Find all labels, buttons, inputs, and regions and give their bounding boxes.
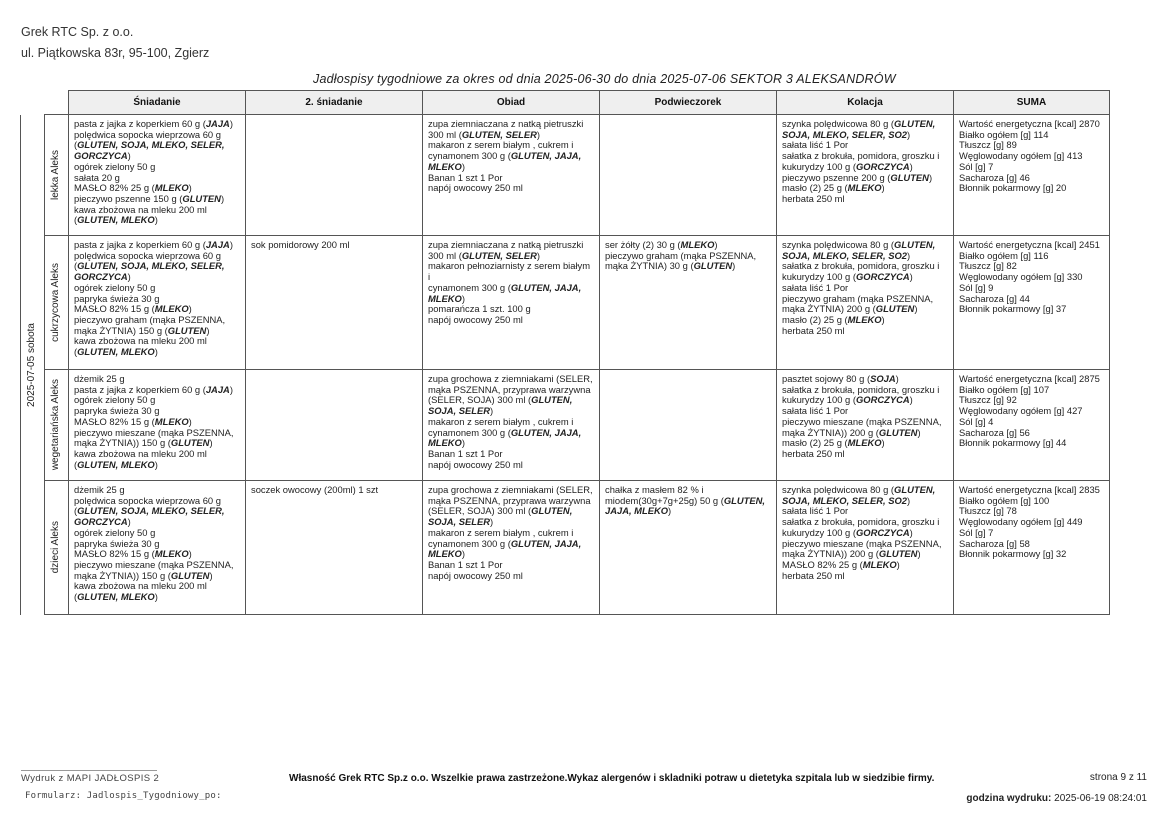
menu-line: Białko ogółem [g] 114	[959, 128, 1049, 140]
menu-line: Sacharoza [g] 46	[959, 171, 1030, 183]
menu-line: Węglowodany ogółem [g] 427	[959, 405, 1083, 417]
menu-line: Wartość energetyczna [kcal] 2451	[959, 239, 1100, 250]
menu-line: pieczywo mieszane (mąka PSZENNA,	[74, 558, 234, 570]
table-row	[21, 115, 1110, 236]
company-name: Grek RTC Sp. z o.o.	[21, 25, 134, 39]
menu-line: kawa zbożowa na mleku 200 ml	[74, 447, 207, 459]
menu-line: dżemik 25 g	[74, 484, 125, 495]
menu-line: soczek owocowy (200ml) 1 szt	[251, 484, 379, 495]
menu-line: GORCZYCA)	[74, 150, 131, 162]
menu-line: mąka PSZENNA, przyprawa warzywna	[428, 494, 591, 506]
column-header-sum: SUMA	[954, 91, 1110, 115]
footer-divider	[21, 770, 157, 771]
menu-line: kawa zbożowa na mleku 200 ml	[74, 335, 207, 347]
cell-sum	[954, 115, 1110, 236]
page-number: strona 9 z 11	[1089, 772, 1147, 783]
menu-line: makaron z serem białym , cukrem i	[428, 139, 574, 151]
menu-line: mąka PSZENNA, przyprawa warzywna	[428, 383, 591, 395]
menu-line: polędwica sopocka wieprzowa 60 g	[74, 249, 221, 261]
cell-afternoon-snack	[600, 115, 777, 236]
menu-line: pieczywo graham (mąka PSZENNA,	[605, 249, 757, 261]
cell-sum	[954, 481, 1110, 615]
menu-line: pieczywo graham (mąka PSZENNA,	[782, 292, 934, 304]
menu-line: Białko ogółem [g] 116	[959, 249, 1049, 261]
cell-lunch	[423, 236, 600, 370]
menu-line: papryka świeża 30 g	[74, 405, 160, 417]
table-header-row	[21, 91, 1110, 115]
menu-line: masło (2) 25 g (MLEKO)	[782, 182, 885, 194]
cell-dinner	[777, 115, 954, 236]
menu-line: masło (2) 25 g (MLEKO)	[782, 437, 885, 449]
menu-line: Błonnik pokarmowy [g] 37	[959, 303, 1067, 315]
menu-line: Węglowodany ogółem [g] 449	[959, 516, 1083, 528]
menu-line: Sól [g] 4	[959, 415, 994, 427]
menu-line: pieczywo mieszane (mąka PSZENNA,	[782, 415, 942, 427]
menu-line: makaron z serem białym , cukrem i	[428, 415, 574, 427]
menu-line: herbata 250 ml	[782, 569, 845, 581]
footer-ownership-note: Własność Grek RTC Sp.z o.o. Wszelkie prawa zastrzeżone.Wykaz alergenów i skladniki potraw u dietetyka szpitala lub w siedzibie firmy.	[289, 773, 935, 784]
menu-line: pieczywo mieszane (mąka PSZENNA,	[74, 426, 234, 438]
menu-line: cynamonem 300 g (GLUTEN, JAJA,	[428, 537, 582, 549]
menu-line: pasta z jajka z koperkiem 60 g (JAJA)	[74, 383, 233, 395]
menu-line: MASŁO 82% 15 g (MLEKO)	[74, 548, 192, 560]
menu-line: Błonnik pokarmowy [g] 32	[959, 548, 1067, 560]
menu-line: kawa zbożowa na mleku 200 ml	[74, 580, 207, 592]
date-label: 2025-07-05 sobota	[26, 322, 38, 407]
menu-table-body	[21, 115, 1110, 615]
diet-label: cukrzycowa Aleks	[50, 263, 62, 342]
menu-line: Wartość energetyczna [kcal] 2835	[959, 484, 1100, 495]
menu-line: miodem(30g+7g+25g) 50 g (GLUTEN,	[605, 494, 765, 506]
cell-lunch	[423, 115, 600, 236]
weekly-menu-table	[20, 90, 1110, 615]
cell-dinner	[777, 370, 954, 481]
menu-line: polędwica sopocka wieprzowa 60 g	[74, 128, 221, 140]
menu-line: Tłuszcz [g] 78	[959, 505, 1017, 517]
menu-line: pasta z jajka z koperkiem 60 g (JAJA)	[74, 239, 233, 250]
menu-line: ogórek zielony 50 g	[74, 160, 156, 172]
print-time-label: godzina wydruku:	[966, 793, 1052, 804]
menu-line: 300 ml (GLUTEN, SELER)	[428, 249, 541, 261]
menu-line: Tłuszcz [g] 89	[959, 139, 1017, 151]
menu-line: pomarańcza 1 szt. 100 g	[428, 303, 531, 315]
menu-line: Błonnik pokarmowy [g] 20	[959, 182, 1067, 194]
menu-line: MASŁO 82% 25 g (MLEKO)	[782, 558, 900, 570]
cell-sum	[954, 236, 1110, 370]
menu-line: ogórek zielony 50 g	[74, 526, 156, 538]
diet-cell	[45, 115, 69, 236]
menu-line: zupa grochowa z ziemniakami (SELER,	[428, 484, 593, 495]
menu-line: papryka świeża 30 g	[74, 292, 160, 304]
diet-cell	[45, 481, 69, 615]
footer-form-label: Formularz: Jadlospis_Tygodniowy_po:	[25, 791, 222, 801]
menu-line: Sacharoza [g] 58	[959, 537, 1030, 549]
cell-afternoon-snack	[600, 370, 777, 481]
menu-line: Banan 1 szt 1 Por	[428, 171, 503, 183]
cell-afternoon-snack	[600, 481, 777, 615]
date-cell	[21, 115, 45, 615]
menu-line: polędwica sopocka wieprzowa 60 g	[74, 494, 221, 506]
menu-line: sok pomidorowy 200 ml	[251, 239, 350, 250]
menu-line: mąka ŻYTNIA)) 150 g (GLUTEN)	[74, 569, 213, 581]
menu-line: sałata liść 1 Por	[782, 405, 849, 417]
menu-line: kukurydzy 100 g (GORCZYCA)	[782, 394, 913, 406]
menu-line: mąka ŻYTNIA) 200 g (GLUTEN)	[782, 303, 918, 315]
company-address: ul. Piątkowska 83r, 95-100, Zgierz	[21, 46, 210, 60]
menu-line: Tłuszcz [g] 82	[959, 260, 1017, 272]
menu-line: (GLUTEN, MLEKO)	[74, 458, 158, 470]
menu-line: GORCZYCA)	[74, 516, 131, 528]
menu-line: napój owocowy 250 ml	[428, 313, 523, 325]
menu-line: sałata liść 1 Por	[782, 281, 849, 293]
menu-line: SOJA, SELER)	[428, 405, 494, 417]
menu-line: Banan 1 szt 1 Por	[428, 558, 503, 570]
menu-line: cynamonem 300 g (GLUTEN, JAJA,	[428, 150, 582, 162]
menu-line: szynka polędwicowa 80 g (GLUTEN,	[782, 239, 936, 250]
menu-line: herbata 250 ml	[782, 447, 845, 459]
cell-dinner	[777, 481, 954, 615]
menu-line: Sacharoza [g] 44	[959, 292, 1030, 304]
menu-line: mąka ŻYTNIA) 150 g (GLUTEN)	[74, 324, 210, 336]
cell-second-breakfast	[246, 236, 423, 370]
menu-line: chałka z masłem 82 % i	[605, 484, 704, 495]
menu-line: napój owocowy 250 ml	[428, 569, 523, 581]
menu-line: mąka ŻYTNIA) 30 g (GLUTEN)	[605, 260, 736, 272]
cell-breakfast	[69, 115, 246, 236]
menu-line: Banan 1 szt 1 Por	[428, 447, 503, 459]
menu-line: cynamonem 300 g (GLUTEN, JAJA,	[428, 281, 582, 293]
menu-line: MASŁO 82% 15 g (MLEKO)	[74, 303, 192, 315]
cell-lunch	[423, 370, 600, 481]
document-title: Jadłospisy tygodniowe za okres od dnia 2025-06-30 do dnia 2025-07-06 SEKTOR 3 ALEKSANDRÓW	[313, 72, 896, 86]
menu-line: pieczywo mieszane (mąka PSZENNA,	[782, 537, 942, 549]
menu-line: (GLUTEN, MLEKO)	[74, 346, 158, 358]
menu-line: SOJA, MLEKO, SELER, SO2)	[782, 494, 911, 506]
column-header-dinner: Kolacja	[777, 91, 954, 115]
cell-breakfast	[69, 236, 246, 370]
print-time-value: 2025-06-19 08:24:01	[1054, 793, 1147, 804]
menu-line: SOJA, MLEKO, SELER, SO2)	[782, 128, 911, 140]
menu-line: SOJA, SELER)	[428, 516, 494, 528]
menu-line: 300 ml (GLUTEN, SELER)	[428, 128, 541, 140]
table-row	[21, 236, 1110, 370]
menu-line: JAJA, MLEKO)	[605, 505, 672, 517]
diet-label: dzieci Aleks	[50, 521, 62, 574]
menu-line: masło (2) 25 g (MLEKO)	[782, 313, 885, 325]
menu-line: mąka ŻYTNIA)) 200 g (GLUTEN)	[782, 548, 921, 560]
menu-line: ser żółty (2) 30 g (MLEKO)	[605, 239, 718, 250]
menu-line: (GLUTEN, SOJA, MLEKO, SELER,	[74, 260, 225, 272]
menu-line: MLEKO)	[428, 292, 465, 304]
menu-line: Tłuszcz [g] 92	[959, 394, 1017, 406]
menu-line: Białko ogółem [g] 100	[959, 494, 1050, 506]
menu-line: dżemik 25 g	[74, 373, 125, 384]
menu-line: (GLUTEN, SOJA, MLEKO, SELER,	[74, 139, 225, 151]
table-row	[21, 370, 1110, 481]
menu-line: sałatka z brokuła, pomidora, groszku i	[782, 260, 940, 272]
menu-line: sałata liść 1 Por	[782, 139, 849, 151]
menu-line: napój owocowy 250 ml	[428, 182, 523, 194]
cell-breakfast	[69, 370, 246, 481]
menu-line: (GLUTEN, SOJA, MLEKO, SELER,	[74, 505, 225, 517]
menu-line: Węglowodany ogółem [g] 413	[959, 150, 1083, 162]
diet-label: wegetariańska Aleks	[50, 379, 62, 471]
menu-line: szynka polędwicowa 80 g (GLUTEN,	[782, 484, 936, 495]
cell-second-breakfast	[246, 481, 423, 615]
menu-line: pieczywo pszenne 200 g (GLUTEN)	[782, 171, 933, 183]
diet-cell	[45, 236, 69, 370]
menu-line: herbata 250 ml	[782, 324, 845, 336]
menu-line: sałatka z brokuła, pomidora, groszku i	[782, 150, 940, 162]
menu-line: mąka ŻYTNIA)) 200 g (GLUTEN)	[782, 426, 921, 438]
cell-afternoon-snack	[600, 236, 777, 370]
column-header-lunch: Obiad	[423, 91, 600, 115]
menu-line: SOJA, MLEKO, SELER, SO2)	[782, 249, 911, 261]
menu-line: ogórek zielony 50 g	[74, 281, 156, 293]
menu-line: Białko ogółem [g] 107	[959, 383, 1050, 395]
menu-line: napój owocowy 250 ml	[428, 458, 523, 470]
menu-line: mąka ŻYTNIA)) 150 g (GLUTEN)	[74, 437, 213, 449]
cell-second-breakfast	[246, 115, 423, 236]
menu-line: (SELER, SOJA) 300 ml (GLUTEN,	[428, 505, 573, 517]
menu-line: kukurydzy 100 g (GORCZYCA)	[782, 526, 913, 538]
menu-line: MLEKO)	[428, 160, 465, 172]
menu-line: makaron pełnoziarnisty z serem białym i	[428, 260, 591, 283]
menu-line: makaron z serem białym , cukrem i	[428, 526, 574, 538]
menu-line: zupa grochowa z ziemniakami (SELER,	[428, 373, 593, 384]
column-header-breakfast: Śniadanie	[69, 91, 246, 115]
menu-line: pieczywo graham (mąka PSZENNA,	[74, 313, 226, 325]
cell-sum	[954, 370, 1110, 481]
cell-dinner	[777, 236, 954, 370]
menu-line: pieczywo pszenne 150 g (GLUTEN)	[74, 192, 225, 204]
menu-line: (SELER, SOJA) 300 ml (GLUTEN,	[428, 394, 573, 406]
cell-lunch	[423, 481, 600, 615]
menu-line: herbata 250 ml	[782, 192, 845, 204]
diet-cell	[45, 370, 69, 481]
menu-line: sałatka z brokuła, pomidora, groszku i	[782, 383, 940, 395]
menu-line: sałata liść 1 Por	[782, 505, 849, 517]
menu-line: (GLUTEN, MLEKO)	[74, 591, 158, 603]
menu-line: Błonnik pokarmowy [g] 44	[959, 437, 1067, 449]
menu-line: szynka polędwicowa 80 g (GLUTEN,	[782, 118, 936, 129]
footer-printout-label: Wydruk z MAPI JADŁOSPIS 2	[21, 773, 160, 784]
menu-line: Węglowodany ogółem [g] 330	[959, 271, 1083, 283]
menu-line: Wartość energetyczna [kcal] 2870	[959, 118, 1100, 129]
menu-line: MLEKO)	[428, 548, 465, 560]
menu-line: Sól [g] 9	[959, 281, 994, 293]
menu-line: sałata 20 g	[74, 171, 120, 183]
menu-line: MASŁO 82% 25 g (MLEKO)	[74, 182, 192, 194]
menu-line: MASŁO 82% 15 g (MLEKO)	[74, 415, 192, 427]
menu-line: kawa zbożowa na mleku 200 ml	[74, 203, 207, 215]
cell-breakfast	[69, 481, 246, 615]
menu-line: zupa ziemniaczana z natką pietruszki	[428, 239, 584, 250]
menu-line: Sól [g] 7	[959, 160, 994, 172]
menu-line: papryka świeża 30 g	[74, 537, 160, 549]
menu-line: Sól [g] 7	[959, 526, 994, 538]
menu-line: (GLUTEN, MLEKO)	[74, 214, 158, 226]
menu-line: GORCZYCA)	[74, 271, 131, 283]
menu-line: Sacharoza [g] 56	[959, 426, 1030, 438]
cell-second-breakfast	[246, 370, 423, 481]
menu-line: zupa ziemniaczana z natką pietruszki	[428, 118, 584, 129]
menu-line: pasztet sojowy 80 g (SOJA)	[782, 373, 899, 384]
menu-line: kukurydzy 100 g (GORCZYCA)	[782, 271, 913, 283]
menu-line: sałatka z brokuła, pomidora, groszku i	[782, 516, 940, 528]
menu-line: ogórek zielony 50 g	[74, 394, 156, 406]
menu-line: pasta z jajka z koperkiem 60 g (JAJA)	[74, 118, 233, 129]
menu-line: Wartość energetyczna [kcal] 2875	[959, 373, 1100, 384]
menu-line: cynamonem 300 g (GLUTEN, JAJA,	[428, 426, 582, 438]
diet-label: lekka Aleks	[50, 149, 62, 201]
column-header-afternoon-snack: Podwieczorek	[600, 91, 777, 115]
menu-line: kukurydzy 100 g (GORCZYCA)	[782, 160, 913, 172]
column-header-second-breakfast: 2. śniadanie	[246, 91, 423, 115]
menu-line: MLEKO)	[428, 437, 465, 449]
table-row	[21, 481, 1110, 615]
company-info	[21, 22, 209, 64]
print-timestamp	[966, 793, 1147, 804]
